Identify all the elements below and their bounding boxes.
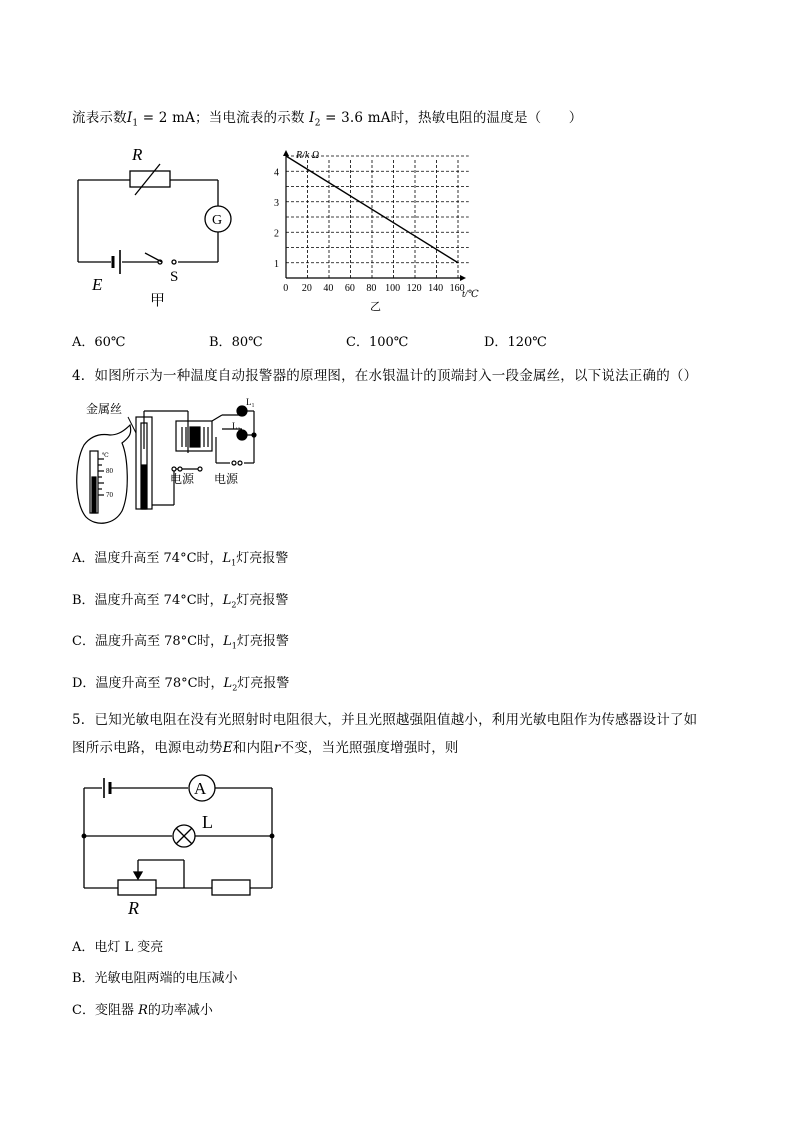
q4-stem: 4．如图所示为一种温度自动报警器的原理图，在水银温计的顶端封入一段金属丝，以下说法正确的（） — [72, 368, 698, 384]
jia-E-label: E — [92, 275, 103, 294]
x-tick-label: 60 — [344, 283, 355, 294]
q4-power-2: 电源 — [214, 472, 239, 486]
q4-option-a-text: A．温度升高至 74°C时， — [72, 551, 223, 566]
q3-i1: I — [126, 110, 133, 126]
q3-option-a[interactable] — [72, 331, 125, 350]
q4-L1-label: L₁ — [246, 397, 255, 407]
y-tick-label: 2 — [274, 228, 279, 240]
q4-power-1: 电源 — [170, 472, 195, 486]
x-tick-label: 100 — [385, 283, 401, 294]
rheostat-symbol — [118, 880, 156, 895]
q5-stem-line2 — [72, 736, 459, 756]
jia-S-label: S — [170, 269, 179, 285]
x-tick-label: 140 — [428, 283, 444, 294]
q5-option-c-tail: 的功率减小 — [147, 1003, 213, 1018]
q4-option-a[interactable] — [72, 547, 288, 568]
q4-option-c-sub: 1 — [231, 641, 237, 651]
q4-option-c-lamp: L — [223, 634, 232, 649]
q5-R-label: R — [128, 898, 139, 918]
x-tick-label: 120 — [406, 283, 422, 294]
x-tick-label: 20 — [301, 283, 312, 294]
q3-option-c-text: 100℃ — [368, 335, 409, 350]
q4-option-b-tail: 灯亮报警 — [236, 593, 289, 608]
q4-option-b-lamp: L — [222, 593, 232, 608]
x-axis-arrow — [460, 275, 466, 281]
q4-t70-label: 70 — [106, 491, 113, 499]
q5-stem-text-a: 图所示电路，电源电动势 — [72, 740, 223, 756]
q3-figure-jia — [70, 140, 250, 315]
yi-caption: 乙 — [370, 301, 381, 313]
thermistor-symbol — [130, 171, 170, 187]
q5-option-c-R: R — [138, 1003, 148, 1018]
q3-option-d-text: 120℃ — [507, 335, 547, 350]
q4-option-b[interactable] — [72, 589, 288, 610]
q5-figure-circuit — [78, 766, 278, 926]
q3-figure-yi-chart — [260, 140, 490, 315]
q5-option-a[interactable]: A．电灯 L 变亮 — [72, 940, 164, 955]
q4-t80-label: 80 — [106, 467, 113, 475]
q3-stem-line — [72, 106, 582, 129]
q3-i1-value: = 2 mA；当电流表的示数 — [142, 110, 305, 126]
q4-option-d-lamp: L — [223, 676, 233, 691]
q3-option-d[interactable] — [484, 331, 547, 350]
q3-option-b-text: 80℃ — [231, 335, 263, 350]
q3-option-a-text: 60℃ — [94, 335, 126, 350]
q4-option-a-lamp: L — [222, 551, 232, 566]
y-tick-label: 1 — [274, 258, 279, 270]
chart-xlabel: t/℃ — [462, 289, 479, 300]
magnifier-bubble — [77, 425, 131, 523]
q3-i2-sub: 2 — [314, 118, 321, 129]
q4-option-d-sub: 2 — [232, 683, 238, 693]
q4-option-d-tail: 灯亮报警 — [237, 676, 290, 691]
q4-option-b-sub: 2 — [231, 600, 237, 610]
q3-stem-text-a: 流表示数 — [72, 110, 127, 126]
q3-option-b[interactable] — [209, 331, 263, 350]
q4-L2-label: L₂ — [232, 421, 241, 431]
q3-i1-sub: 1 — [132, 118, 139, 129]
q4-option-d-text: D．温度升高至 78°C时， — [72, 676, 224, 691]
q3-option-b-letter: B． — [209, 335, 232, 350]
q4-option-c-tail: 灯亮报警 — [236, 634, 289, 649]
x-tick-label: 80 — [366, 283, 377, 294]
q4-option-d[interactable] — [72, 672, 289, 693]
q4-option-c[interactable] — [72, 630, 289, 651]
jia-R-label: R — [132, 145, 143, 164]
q3-option-c-letter: C． — [346, 335, 369, 350]
q3-option-c[interactable] — [346, 331, 408, 350]
q3-option-a-letter: A． — [72, 335, 95, 350]
y-tick-label: 3 — [274, 197, 279, 209]
q5-A-label: A — [194, 779, 207, 798]
thermistor-slash — [135, 164, 160, 195]
q3-i2-value: = 3.6 mA时，热敏电阻的温度是（ ） — [325, 110, 583, 126]
q5-stem-text-b: 和内阻 — [232, 740, 274, 756]
q5-E: E — [222, 740, 233, 756]
q4-option-a-tail: 灯亮报警 — [236, 551, 289, 566]
q3-i2: I — [309, 110, 315, 126]
q4-wire-label: 金属丝 — [86, 402, 123, 416]
q5-L-label: L — [202, 812, 213, 832]
chart-ylabel: R/k Ω — [296, 150, 320, 161]
y-axis-arrow — [283, 150, 289, 156]
x-tick-label: 40 — [323, 283, 334, 294]
q4-option-c-text: C．温度升高至 78°C时， — [72, 634, 224, 649]
q5-option-c[interactable] — [72, 999, 213, 1018]
x-tick-label: 0 — [283, 283, 289, 294]
q4-option-b-text: B．温度升高至 74°C时， — [72, 593, 223, 608]
q4-unit-label: ℃ — [102, 453, 109, 459]
q5-r: r — [273, 740, 281, 756]
q4-figure-alarm — [70, 393, 270, 528]
x-tick-label: 160 — [449, 283, 465, 294]
q5-option-c-text: C．变阻器 — [72, 1003, 139, 1018]
q3-option-d-letter: D． — [484, 335, 508, 350]
q5-option-b[interactable]: B．光敏电阻两端的电压减小 — [72, 971, 238, 986]
jia-G-label: G — [212, 213, 223, 228]
q5-stem-text-c: 不变，当光照强度增强时，则 — [280, 740, 459, 756]
q4-option-a-sub: 1 — [231, 558, 237, 568]
jia-caption: 甲 — [150, 293, 166, 309]
chart-grid — [286, 156, 469, 278]
y-tick-label: 4 — [274, 167, 279, 179]
chart-axes — [283, 150, 466, 281]
photoresistor-symbol — [212, 880, 250, 895]
q5-stem-line1: 5．已知光敏电阻在没有光照射时电阻很大，并且光照越强阻值越小，利用光敏电阻作为传感器设计了如 — [72, 712, 698, 728]
